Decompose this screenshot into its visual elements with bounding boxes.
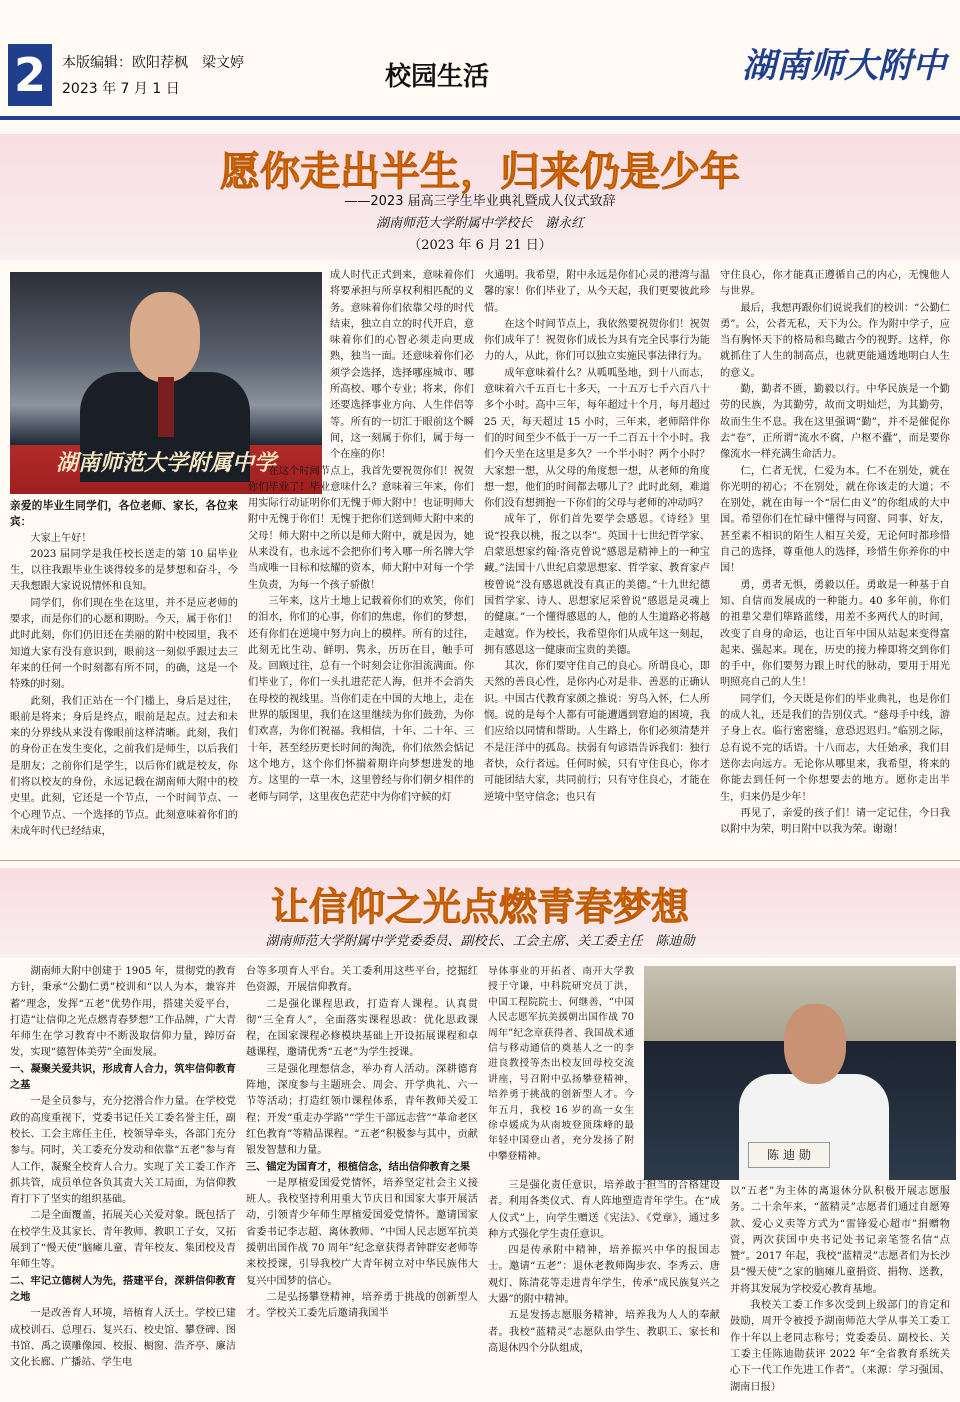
speaker-photo <box>644 966 956 1180</box>
paragraph: 勤，勤者不匮，勤毅以行。中华民族是一个勤劳的民族，为其勤劳，故而文明灿烂，为其勤劳，故而生生不息。我在这里强调“勤”，并不是催促你去“卷”，正所谓“流水不腐，户枢不蠹”，而是要你像流水一样充满生命活力。 <box>720 384 950 461</box>
paragraph: 仁，仁者无忧，仁爱为本。仁不在别处，就在你光明的初心；不在别处，就在你该走的大道；不在别处，就在由每一个“居仁由义”的你组成的大中国。希望你们在忙碌中懂得与同窗、同事、好友，甚至素不相识的陌生人相互关爱，无论何时都珍惜自己的选择，尊重他人的选择，珍惜生你养你的中国！ <box>720 465 950 575</box>
article2-header <box>0 868 960 958</box>
article-divider <box>0 860 960 861</box>
section-heading: 二、牢记立德树人为先，搭建平台，深耕信仰教育之地 <box>10 1275 236 1303</box>
article1-author: 湖南师范大学附属中学校长 谢永红 <box>375 216 584 231</box>
paragraph: 同学们，今天既是你们的毕业典礼，也是你们的成人礼，还是我们的告别仪式。“慈母手中线，游子身上衣。临行密密缝，意恐迟迟归。”临别之际，总有说不完的话语。十八而志，大任始承，我们目送你去向远方。无论你从哪里来，我希望，将来的你能去到任何一个你想要去的地方。愿你走出半生，归来仍是少年！ <box>720 693 950 803</box>
issue-date: 2023 年 7 月 1 日 <box>62 81 180 97</box>
paragraph: 导体事业的开拓者、南开大学教授于守谦，中科院研究员丁洪，中国工程院院士、何继善，“中国人民志愿军抗美援朝出国作战 70 周年”纪念章获得者、我国战术通信与移动通信的奠基人之一的李进良教授等杰出校友回母校交流讲座，号召附中弘扬攀登精神，培养勇于挑战的创新型人才。今年五月，我校 16 岁的高一女生徐卓媛成为从南坡登顶珠峰的最年轻中国登山者，充分发扬了附中攀登精神。 <box>488 966 634 1162</box>
article1-column-4 <box>720 268 950 838</box>
paragraph: 同学们，你们现在坐在这里，并不是应老师的要求，而是你们的心愿和期盼。今天，属于你们！此时此刻，你们仍旧还在美丽的附中校园里，我不知道大家有没有意识到，眼前这一刻似乎跟过去三年来的任何一个时刻都有所不同，的确，这是一个特殊的时刻。 <box>10 597 238 691</box>
paragraph: 二是弘扬攀登精神，培养勇于挑战的创新型人才。学校关工委先后邀请我国半 <box>246 1291 478 1320</box>
editor-info <box>62 50 244 102</box>
page-number: 2 <box>8 44 52 106</box>
paragraph: 成年了，你们首先要学会感恩。《诗经》里说“投我以桃，报之以李”。英国十七世纪哲学家、启蒙思想家约翰·洛克曾说“感恩是精神上的一种宝藏。”法国十八世纪启蒙思想家、哲学家、教育家卢梭曾说“没有感恩就没有真正的美德。”十九世纪德国哲学家、诗人、思想家尼采曾说“感恩是灵魂上的健康。”一个懂得感恩的人，他的人生道路必将越走越宽。作为校长，我希望你们从成年这一刻起，拥有感恩这一健康而宝贵的美德。 <box>484 514 710 656</box>
article2-column-3-lower <box>488 1178 720 1357</box>
photo-figure-tie <box>158 377 174 437</box>
paragraph: 2023 届同学是我任校长送走的第 10 届毕业生，以往我跟毕业生谈得较多的是梦想和奋斗，今天我想跟大家说说情怀和良知。 <box>10 548 238 593</box>
paragraph: 一是改善育人环境，培植育人沃土。学校已建成校训石、总理石、复兴石、校史馆、攀登碑、图书馆、禹之谟雕像园、校报、橱窗、浩齐亭、廉洁文化长廊、广播站、学生电 <box>10 1308 236 1369</box>
article2-column-1 <box>10 964 236 1371</box>
paragraph: 二是全面覆盖，拓展关心关爱对象。既包括了在校学生及其家长、青年教师、教职工子女，又拓展到了“慢天使”脑瘫儿童、青年校友、集团校及青年师生等。 <box>10 1210 236 1271</box>
paragraph: 在这个时间节点上，我依然要祝贺你们！祝贺你们成年了！祝贺你们成长为具有完全民事行为能力的人，从此，你们可以独立实施民事法律行为。 <box>484 318 710 363</box>
article1-title: 愿你走出半生，归来仍是少年 <box>220 149 740 195</box>
paragraph: 三是强化责任意识，培养敢于担当的合格建设者。利用各类仪式、育人阵地塑造青年学生。在“成人仪式”上，向学生赠送《宪法》、《党章》，通过多种方式强化学生责任意识。 <box>488 1180 720 1240</box>
paragraph: 此刻，我们正站在一个门槛上，身后是过往，眼前是将来；身后是终点，眼前是起点。过去和未来的分界线从来没有像眼前这样清晰。此刻，我们的身份正在发生变化，之前我们是师生，以后我们是朋友；之前你们是学生，以后你们就是校友，你们将以校友的身份，永远记载在湖南师大附中的校史里。此刻，它还是一个节点，一个时间节点、一个心理节点、一个选择的节点。此刻意味着你们的未成年时代已经结束， <box>10 695 238 837</box>
brand-logo: 湖南师大附中 <box>742 46 946 86</box>
article2-column-4 <box>730 1184 950 1396</box>
paragraph: 成年意味着什么？从呱呱坠地，到十八而志，意味着六千五百七十多天，一十五万七千六百八十多个小时。高中三年，每年超过十个月，每月超过 25 天，每天超过 15 小时，三年来，老师陪伴你们的时间至少不低于一万一千二百五十个小时。我们今天坐在这里是多久？一个半小时？两个小时？大家想一想，从父母的角度想一想，从老师的角度想一想，他们的时间都去哪儿了？此时此刻，难道你们没有想拥抱一下你们的父母与老师的冲动吗？ <box>484 367 710 510</box>
salutation: 亲爱的毕业生同学们，各位老师、家长，各位来宾： <box>10 500 238 529</box>
article1-column-1 <box>10 498 238 840</box>
podium-banner: 湖南师范大学附属中学 <box>55 450 276 476</box>
paragraph: 我校关工委工作多次受到上级部门的肯定和鼓励，周开令被授予湖南师范大学从事关工委工作十年以上老同志称号；党委委员、副校长、关工委主任陈迪勋获评 2022 年“全省教育系统关心下一代工作先进工作者”。（来源：学习强国、湖南日报） <box>730 1300 950 1393</box>
section-title: 校园生活 <box>385 62 490 92</box>
article1-subtitle: ——2023 届高三学生毕业典礼暨成人仪式致辞 <box>344 194 616 209</box>
paragraph: 一是全员参与，充分挖潜合作力量。在学校党政的高度重视下，党委书记任关工委名誉主任，副校长、工会主席任主任，校领导牵头，各部门充分参与。同时，关工委充分发动和依靠“五老”参与育人工作，凝聚全校育人合力。实现了关工委工作齐抓共管，成员单位各负其责大关工局面，为信仰教育打下了坚实的组织基础。 <box>10 1096 236 1206</box>
paragraph: 守住良心，你才能真正遵循自己的内心，无愧他人与世界。 <box>720 270 950 298</box>
paragraph: 以“五老”为主体的离退休分队积极开展志愿服务。二十余年来，“蓝精灵”志愿者们通过自愿筹款、爱心义卖等方式为“雷锋爱心超市”捐赠物资，两次获国中央书记处书记亲笔签名信“点赞”。2017 年起，我校“蓝精灵”志愿者们为长沙县“慢天使”之家的脑瘫儿童捐资、捐物、送教，并将其发展为学校爱心教育基地。 <box>730 1186 950 1295</box>
article2-column-3 <box>488 964 634 1164</box>
paragraph: 三是强化理想信念，举办育人活动。深耕德育阵地，深度参与主题班会、周会、开学典礼、六一节等活动；打造红领巾课程体系，青年教师关爱工程；开发“重走办学路”“学生干部远志营”“革命老区红色教育”等精品课程。“五老”积极参与其中，贡献银发智慧和力量。 <box>246 1063 478 1157</box>
masthead <box>0 0 960 130</box>
paragraph: 火通明。我希望，附中永远是你们心灵的港湾与温馨的家！你们毕业了，从今天起，我们更要彼此珍惜。 <box>484 270 710 314</box>
paragraph: 其次，你们要守住自己的良心。所谓良心，即天然的善良心性，是你内心对是非、善恶的正确认识。中国古代教育家颜之推说：穷鸟入怀，仁人所悯。说的是每个人都有可能遭遇到窘迫的困境，我们应给以同情和帮助。人生路上，你们必须清楚并不是汪洋中的孤岛。扶弱有句谚语告诉我们：独行者快，众行者远。任何时候，只有守住良心，你才可能团结大家，共同前行；只有守住良心，才能在逆境中坚守信念；也只有 <box>484 661 710 803</box>
paragraph: 大家上午好！ <box>30 532 92 544</box>
paragraph: 在这个时间节点上，我首先要祝贺你们！祝贺你们毕业了！毕业意味什么？意味着三年来，你们用实际行动证明你们无愧于师大附中！也证明师大附中无愧于你们！无愧于把你们送到师大附中来的父母！师大附中之所以是师大附中，就是因为，她从来没有，也永远不会把你们考入哪一所名牌大学当成唯一目标和炫耀的资本，师大附中对每一个学生负责，为每一个孩子骄傲！ <box>248 465 474 591</box>
paragraph: 一是厚植爱国爱党情怀，培养坚定社会主义接班人。我校坚持利用重大节庆日和国家大事开展活动，引领青少年师生厚植爱国爱党情怀。邀请国家省委书记李志超、离休教师、“中国人民志愿军抗美援朝出国作战 70 周年”纪念章获得者钟群安老师等来校授课，引导我校广大青年树立对中华民族伟大复兴中国梦的信心。 <box>246 1177 478 1287</box>
section-heading: 一、凝聚关爱共识，形成育人合力，筑牢信仰教育之基 <box>10 1063 236 1092</box>
editors: 本版编辑：欧阳荐枫 梁文婷 <box>62 55 244 71</box>
paragraph: 三年来，这片土地上记载着你们的欢笑，你们的泪水，你们的心事，你们的焦虑，你们的梦想，还有你们在逆境中努力向上的模样。所有的过往，此刻无比生动、鲜明、隽永，历历在目，触手可及。回顾过往，总有一个时刻会让你泪流满面。你们毕业了，你们一头扎进茫茫人海，但并不会消失在母校的视线里。当你们走在中国的大地上，走在世界的版图里，我们在这里继续为你们鼓劲，为你们欢喜，为你们祝福。我相信，十年、二十年、三十年，甚至经历更长时间的淘洗，你们依然会惦记这个地方，这个你们怀揣着期许向梦想进发的地方。这里的一草一木，这里曾经与你们朝夕相伴的老师与同学，这里夜色茫茫中为你们守候的灯 <box>248 595 474 803</box>
photo-figure-face <box>130 292 200 382</box>
section-heading: 三、锚定为国育才，根植信念，结出信仰教育之果 <box>246 1161 471 1173</box>
paragraph: 勇，勇者无惧，勇毅以任。勇敢是一种基于自知、自信而发展成的一种能力。40 多年前，你们的祖辈父辈们筚路蓝缕，用差不多两代人的时间，改变了自身的命运，也让百年中国从站起来变得富起来、强起来。现在，历史的接力棒即将交到你们的手中，你们要努力跟上时代的脉动，要用于用光明照亮自己的人生！ <box>720 579 950 689</box>
article1-date: （2023 年 6 月 21 日） <box>408 238 552 253</box>
article2-author: 湖南师范大学附属中学党委委员、副校长、工会主席、关工委主任 陈迪勋 <box>265 934 695 949</box>
photo-figure-face <box>784 1004 846 1084</box>
paragraph: 最后，我想再跟你们说说我们的校训：“公勤仁勇”。公，公者无私，天下为公。作为附中学子，应当有胸怀天下的格局和鸟瞰古今的视野。这样，你就抓住了人生的制高点，也就更能通透地明白人生的意义。 <box>720 302 950 379</box>
paragraph: 湖南师大附中创建于 1905 年，贯彻党的教育方针，秉承“公勤仁勇”校训和“以人为本，兼容并蓄”理念，发挥“五老”优势作用，搭建关爱平台，打造“让信仰之光点燃青春梦想”工作品牌，广大青年师生在学习教育中不断汲取信仰力量，踔厉奋发，实现“德智体美劳”全面发展。 <box>10 966 236 1059</box>
article2-column-2 <box>246 964 478 1323</box>
paragraph: 成人时代正式到来，意味着你们将要承担与所享权利相匹配的义务。意味着你们依靠父母的时代结束，独立自立的时代开启，意味着你们的心智必须走向更成熟，独当一面。还意味着你们必须学会选择，选择哪座城市、哪所高校、哪个专业；将来，你们还要选择事业方向、人生伴侣等等。所有的一切汇于眼前这个瞬间，这一刻属于你们，属于每一个在座的你！ <box>330 270 474 461</box>
paragraph: 五是发扬志愿服务精神，培养我为人人的奉献者。我校“蓝精灵”志愿队由学生、教职工、家长和高退休四个分队组成， <box>488 1310 720 1354</box>
article1-header <box>0 134 960 260</box>
paragraph: 再见了，亲爱的孩子们！请一定记住，今日我以附中为荣，明日附中以我为荣。谢谢！ <box>720 807 950 836</box>
paragraph: 二是强化课程思政，打造育人课程。认真贯彻“三全育人”，全面落实课程思政：优化思政课程，在国家课程必修模块基础上开设拓展课程和卓越课程，邀请优秀“五老”为学生授课。 <box>246 998 478 1059</box>
paragraph: 台等多项育人平台。关工委利用这些平台，挖掘红色资源，开展信仰教育。 <box>246 966 478 994</box>
article1-column-2 <box>248 268 474 806</box>
article1-column-3 <box>484 268 710 806</box>
paragraph: 四是传承附中精神，培养振兴中华的报国志士。邀请“五老”：退休老教师陶步农、李秀云、唐观灯、陈清花等走进青年学生，传承“成民族复兴之大器”的附中精神。 <box>488 1245 720 1306</box>
nameplate: 陈 迪 勋 <box>748 1142 830 1168</box>
article2-title: 让信仰之光点燃青春梦想 <box>270 885 689 929</box>
masthead-rule <box>0 116 960 120</box>
